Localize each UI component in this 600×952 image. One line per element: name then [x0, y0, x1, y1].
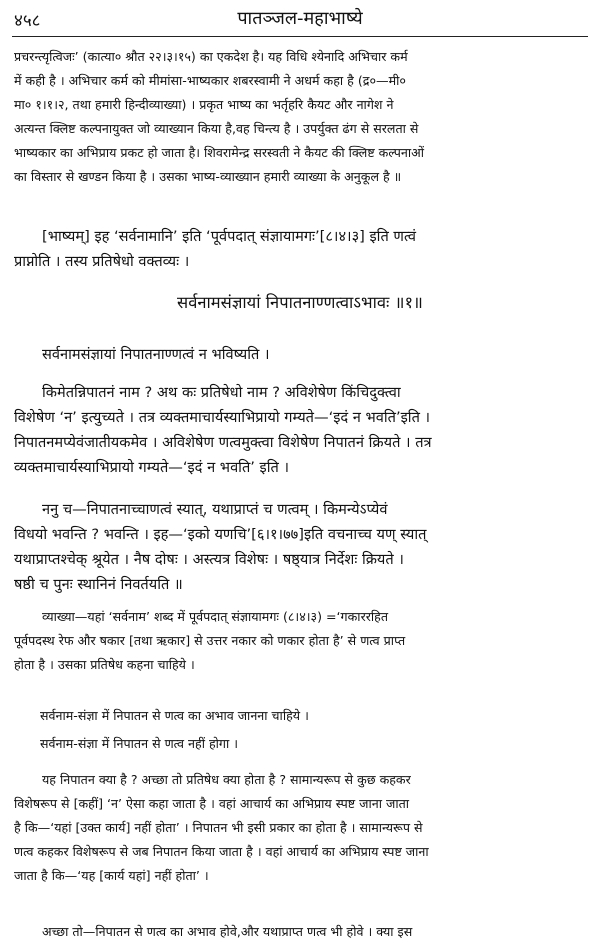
- text-line: यथाप्राप्तश्चेक् श्रूयेत । नैष दोषः । अस्त्यत्र विशेषः । षष्ठ्यात्र निर्देशः क्रियते ।: [14, 551, 404, 568]
- text-line: व्याख्या—यहां ‘सर्वनाम’ शब्द में पूर्वपदात् संज्ञायामगः (८।४।३) =‘गकाररहित: [42, 609, 388, 624]
- text-line: पूर्वपदस्थ रेफ और षकार [तथा ऋकार] से उत्तर नकार को णकार होता है’ से णत्व प्राप्त: [14, 633, 406, 648]
- text-line: है कि—‘यहां [उक्त कार्य] नहीं होता’ । निपातन भी इसी प्रकार का होता है । सामान्यरूप से: [14, 820, 423, 835]
- text-line: मा० १।१।२, तथा हमारी हिन्दीव्याख्या) । प्रकृत भाष्य का भर्तृहरि कैयट और नागेश ने: [14, 97, 394, 112]
- text-line: णत्व कहकर विशेषरूप से जब निपातन किया जाता है । वहां आचार्य का अभिप्राय स्पष्ट जाना: [14, 844, 429, 859]
- text-line: [भाष्यम्] इह ‘सर्वनामानि’ इति ‘पूर्वपदात् संज्ञायामगः’[८।४।३] इति णत्वं: [42, 228, 416, 245]
- text-line: में कही है । अभिचार कर्म को मीमांसा-भाष्यकार शबरस्वामी ने अधर्म कहा है (द्र०—मी०: [14, 73, 406, 88]
- sutra-heading: सर्वनामसंज्ञायां निपातनाण्णत्वाऽभावः ॥१॥: [177, 293, 423, 312]
- bhashya-paragraph: [14, 380, 590, 480]
- text-line: ननु च—निपातनाच्चाणत्वं स्यात्, यथाप्राप्तं च णत्वम् । किमन्येऽप्येवं: [42, 501, 388, 518]
- text-line: सर्वनाम-संज्ञा में निपातन से णत्व का अभाव जानना चाहिये ।: [40, 708, 309, 723]
- text-line: विशेषरूप से [कहीं] ‘न’ ऐसा कहा जाता है । वहां आचार्य का अभिप्राय स्पष्ट जाना जाता: [14, 796, 410, 811]
- vyakhya-paragraph: [14, 920, 590, 944]
- text-line: का विस्तार से खण्डन किया है । उसका भाष्य-व्याख्यान हमारी व्याख्या के अनुकूल है ॥: [14, 169, 402, 184]
- text-line: जाता है कि—‘यह [कार्य यहां] नहीं होता’ ।: [14, 868, 209, 883]
- text-line: होता है । उसका प्रतिषेध कहना चाहिये ।: [14, 657, 195, 672]
- text-line: यह निपातन क्या है ? अच्छा तो प्रतिषेध क्या होता है ? सामान्यरूप से कुछ कहकर: [42, 772, 411, 787]
- text-line: भाष्यकार का अभिप्राय प्रकट हो जाता है। शिवरामेन्द्र सरस्वती ने कैयट की क्लिष्ट कल्पनाओं: [14, 145, 425, 160]
- text-line: विशेषेण ‘न’ इत्युच्यते । तत्र व्यक्तमाचार्यस्याभिप्रायो गम्यते—‘इदं न भवति’इति ।: [14, 409, 431, 426]
- text-line: सर्वनाम-संज्ञा में निपातन से णत्व नहीं होगा ।: [40, 736, 239, 751]
- page-header: [14, 6, 586, 32]
- commentary-intro-paragraph: [14, 45, 590, 189]
- text-line: व्यक्तमाचार्यस्याभिप्रायो गम्यते—‘इदं न भवति’ इति ।: [14, 459, 289, 476]
- text-line: सर्वनामसंज्ञायां निपातनाण्णत्वं न भविष्यति ।: [42, 346, 270, 363]
- text-line: प्राप्नोति । तस्य प्रतिषेधो वक्तव्यः ।: [14, 253, 190, 270]
- bhashya-paragraph: [14, 342, 590, 367]
- text-line: षष्ठी च पुनः स्थानिनं निवर्तयति ॥: [14, 576, 183, 593]
- text-line: निपातनमप्येवंजातीयकमेव । अविशेषेण णत्वमुक्त्वा विशेषेण निपातनं क्रियते । तत्र: [14, 434, 432, 451]
- vyakhya-paragraph: [14, 768, 590, 888]
- text-line: विधयो भवन्ति ? भवन्ति । इह—‘इको यणचि’[६।१।७७]इति वचनाच्च यण् स्यात्: [14, 526, 427, 543]
- text-line: अत्यन्त क्लिष्ट कल्पनायुक्त जो व्याख्यान किया है,वह चिन्त्य है । उपर्युक्त ढंग से सरलता से: [14, 121, 419, 136]
- header-rule: [12, 36, 588, 37]
- text-line: किमेतन्निपातनं नाम ? अथ कः प्रतिषेधो नाम ? अविशेषेण किंचिदुक्त्वा: [42, 384, 401, 401]
- translation-lines: [40, 702, 590, 758]
- bhashya-paragraph: [14, 224, 590, 274]
- vyakhya-paragraph: [14, 605, 590, 677]
- text-line: अच्छा तो—निपातन से णत्व का अभाव होवे,और यथाप्राप्त णत्व भी होवे । क्या इस: [42, 924, 413, 939]
- bhashya-paragraph: [14, 497, 590, 597]
- text-line: प्रचरन्त्यृत्विजः’ (कात्या० श्रौत २२।३।१५) का एकदेश है। यह विधि श्येनादि अभिचार कर्म: [14, 49, 408, 64]
- page-number: ४५८: [14, 11, 41, 31]
- running-title: पातञ्जल-महाभाष्ये: [237, 8, 363, 29]
